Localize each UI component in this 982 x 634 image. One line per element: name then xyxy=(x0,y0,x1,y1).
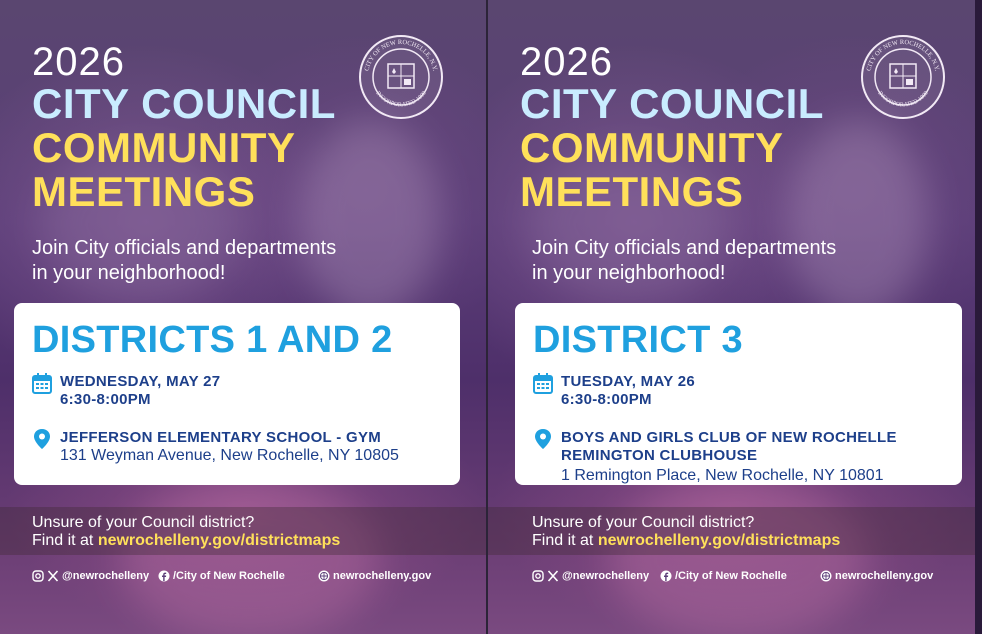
instagram-icon xyxy=(32,570,44,582)
globe-icon xyxy=(318,570,330,582)
meeting-time: 6:30-8:00PM xyxy=(60,391,151,408)
district-lookup-question: Unsure of your Council district? xyxy=(532,514,755,531)
map-pin-icon xyxy=(32,428,52,450)
calendar-icon xyxy=(32,373,52,395)
location-name-line-2: REMINGTON CLUBHOUSE xyxy=(561,447,758,464)
district-heading: DISTRICTS 1 AND 2 xyxy=(32,319,393,361)
title-city-council: CITY COUNCIL xyxy=(520,80,824,127)
city-seal-logo xyxy=(860,34,946,120)
title-meetings: MEETINGS xyxy=(520,168,744,215)
facebook-page: /City of New Rochelle xyxy=(173,570,285,582)
poster-district-3 xyxy=(488,0,975,634)
intro-text xyxy=(532,236,912,286)
meeting-details-card xyxy=(515,303,962,485)
social-handle: @newrochelleny xyxy=(562,570,650,582)
find-prefix: Find it at xyxy=(32,532,98,549)
location-address: 131 Weyman Avenue, New Rochelle, NY 10805 xyxy=(60,447,399,464)
district-lookup-line xyxy=(532,532,840,550)
district-lookup-question: Unsure of your Council district? xyxy=(32,514,255,531)
globe-icon xyxy=(820,570,832,582)
city-seal-logo xyxy=(358,34,444,120)
district-maps-link[interactable]: newrochelleny.gov/districtmaps xyxy=(97,532,341,549)
intro-line-1: Join City officials and departments xyxy=(32,237,337,259)
meeting-details-card xyxy=(14,303,460,485)
district-heading: DISTRICT 3 xyxy=(533,319,743,361)
social-instagram-x[interactable] xyxy=(532,570,649,582)
location-address: 1 Remington Place, New Rochelle, NY 10801 xyxy=(561,467,884,484)
seal-text-bottom: INCORPORATED 1899 xyxy=(374,90,428,109)
social-website[interactable] xyxy=(318,570,431,582)
title-community: COMMUNITY xyxy=(520,124,784,171)
x-icon xyxy=(47,570,59,582)
social-instagram-x[interactable] xyxy=(32,570,149,582)
intro-text xyxy=(32,236,412,286)
find-prefix: Find it at xyxy=(532,532,598,549)
facebook-icon xyxy=(660,570,672,582)
meeting-date: WEDNESDAY, MAY 27 xyxy=(60,373,221,390)
seal-text-top: CITY OF NEW ROCHELLE, N.Y. xyxy=(363,38,439,72)
location-name: JEFFERSON ELEMENTARY SCHOOL - GYM xyxy=(60,429,382,446)
social-website[interactable] xyxy=(820,570,933,582)
seal-text-bottom: INCORPORATED 1899 xyxy=(876,90,930,109)
intro-line-1: Join City officials and departments xyxy=(532,237,837,259)
map-pin-icon xyxy=(533,428,553,450)
x-icon xyxy=(547,570,559,582)
instagram-icon xyxy=(532,570,544,582)
district-lookup-line xyxy=(32,532,340,550)
title-city-council: CITY COUNCIL xyxy=(32,80,336,127)
title-meetings: MEETINGS xyxy=(32,168,256,215)
meeting-time: 6:30-8:00PM xyxy=(561,391,652,408)
district-maps-link[interactable]: newrochelleny.gov/districtmaps xyxy=(597,532,841,549)
social-handle: @newrochelleny xyxy=(62,570,150,582)
year-heading: 2026 xyxy=(520,40,613,84)
website-url: newrochelleny.gov xyxy=(835,570,934,582)
facebook-page: /City of New Rochelle xyxy=(675,570,787,582)
calendar-icon xyxy=(533,373,553,395)
seal-text-top: CITY OF NEW ROCHELLE, N.Y. xyxy=(865,38,941,72)
social-facebook[interactable] xyxy=(660,570,787,582)
meeting-date: TUESDAY, MAY 26 xyxy=(561,373,696,390)
location-name: BOYS AND GIRLS CLUB OF NEW ROCHELLE xyxy=(561,429,897,446)
social-facebook[interactable] xyxy=(158,570,285,582)
title-community: COMMUNITY xyxy=(32,124,296,171)
year-heading: 2026 xyxy=(32,40,125,84)
intro-line-2: in your neighborhood! xyxy=(32,262,226,284)
website-url: newrochelleny.gov xyxy=(333,570,432,582)
poster-districts-1-2 xyxy=(0,0,487,634)
facebook-icon xyxy=(158,570,170,582)
intro-line-2: in your neighborhood! xyxy=(532,262,726,284)
